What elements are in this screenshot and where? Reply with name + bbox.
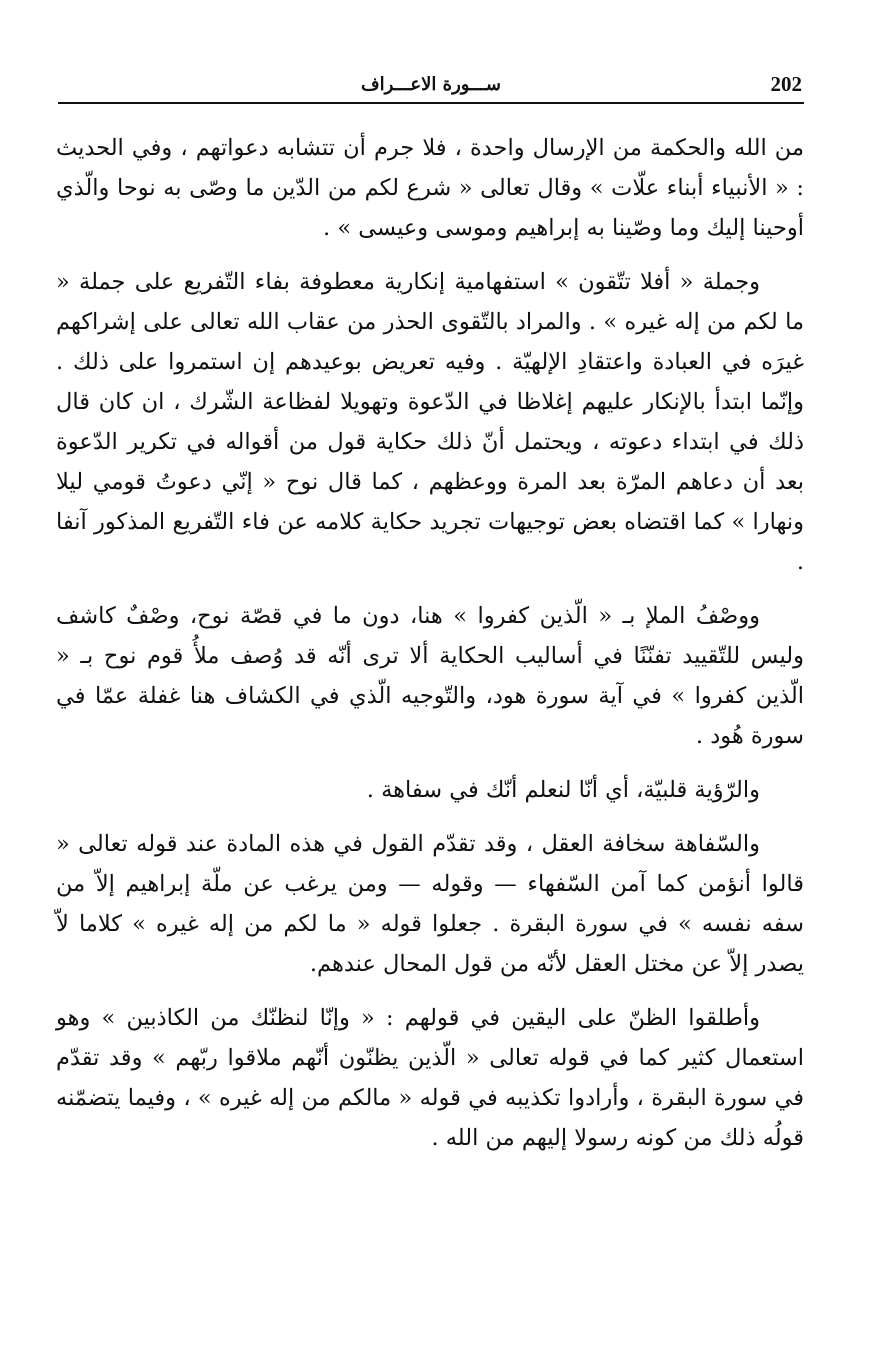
page-header (58, 68, 804, 104)
paragraph-6: وأطلقوا الظنّ على اليقين في قولهم : « وإنّا لنظنّك من الكاذبين » وهو استعمال كثير كما في قوله تعالى « الّذين يظنّون أنّهم ملاقوا ربّهم » وقد تقدّم في سورة البقرة ، وأرادوا تكذيبه في قوله « مالكم من إله غيره » ، وفيما يتضمّنه قولُه ذلك من كونه رسولا إليهم من الله . (56, 1005, 804, 1151)
page-number: 202 (770, 72, 802, 96)
paragraph-5: والسّفاهة سخافة العقل ، وقد تقدّم القول في هذه المادة عند قوله تعالى « قالوا أنؤمن كما آمن السّفهاء — وقوله — ومن يرغب عن ملّة إبراهيم إلاّ من سفه نفسه » في سورة البقرة . جعلوا قوله « ما لكم من إله غيره » كلاما لاّ يصدر إلاّ عن مختل العقل لأنّه من قول المحال عندهم. (56, 831, 804, 977)
running-title: ســـورة الاعـــراف (360, 74, 501, 95)
paragraph-4: والرّؤية قلبيّة، أي أنّا لنعلم أنّك في سفاهة . (366, 777, 760, 803)
paragraph-2: وجملة « أفلا تتّقون » استفهامية إنكارية معطوفة بفاء التّفريع على جملة « ما لكم من إله غيره » . والمراد بالتّقوى الحذر من عقاب الله تعالى على إشراكهم غيرَه في العبادة واعتقادِ الإلهيّة . وفيه تعريض بوعيدهم إن استمروا على ذلك . وإنّما ابتدأ بالإنكار عليهم إغلاظا في الدّعوة وتهويلا لفظاعة الشّرك ، ان كان قال ذلك في ابتداء دعوته ، ويحتمل أنّ ذلك حكاية قول من أقواله في تكرير الدّعوة بعد أن دعاهم المرّة بعد المرة ووعظهم ، كما قال نوح « إنّي دعوتُ قومي ليلا ونهارا » كما اقتضاه بعض توجيهات تجريد حكاية كلامه عن فاء التّفريع المذكور آنفا . (56, 269, 804, 575)
paragraph-3: ووصْفُ الملإ بـ « الّذين كفروا » هنا، دون ما في قصّة نوح، وصْفٌ كاشف وليس للتّقييد تفنّنًا في أساليب الحكاية ألا ترى أنّه قد وُصف ملأُ قوم نوح بـ « الّذين كفروا » في آية سورة هود، والتّوجيه الّذي في الكشاف هنا غفلة عمّا في سورة هُود . (56, 603, 804, 749)
paragraph-1: من الله والحكمة من الإرسال واحدة ، فلا جرم أن تتشابه دعواتهم ، وفي الحديث : « الأنبياء أبناء علّات » وقال تعالى « شرع لكم من الدّين ما وصّى به نوحا والّذي أوحينا إليك وما وصّينا به إبراهيم وموسى وعيسى » . (56, 135, 804, 241)
page-body (56, 128, 804, 1172)
